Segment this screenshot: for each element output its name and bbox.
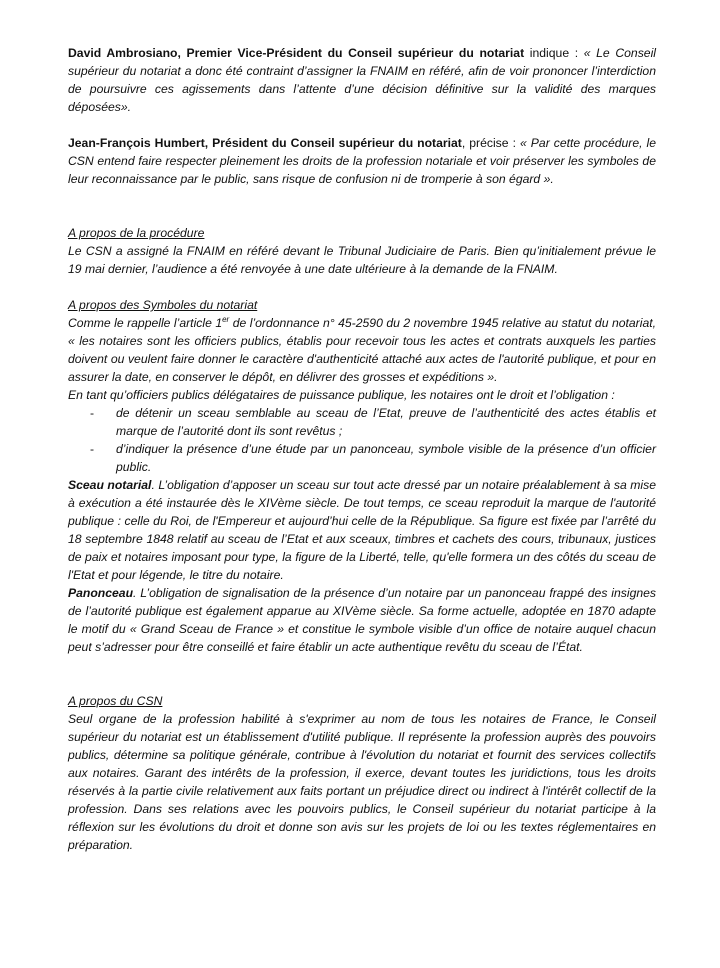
list-item [68, 440, 656, 476]
article-superscript: er [222, 314, 230, 324]
list-item-text: d’indiquer la présence d’une étude par un panonceau, symbole visible de la présence d’un officier public. [116, 442, 656, 474]
list-item-text: de détenir un sceau semblable au sceau de l’Etat, preuve de l’authenticité des actes établis et marque de l’autorité dont ils sont revêtus ; [116, 406, 656, 438]
heading-procedure: A propos de la procédure [68, 226, 205, 240]
sceau-label: Sceau notarial [68, 478, 152, 492]
csn-text: Seul organe de la profession habilité à s'exprimer au nom de tous les notaires de France, le Conseil supérieur du notariat est un établissement d'utilité publique. Il représente la profession auprès des pouvoirs publics, détermine sa politique générale, contribue à l'évolution du notariat et fournit des services collectifs aux notaires. Garant des intérêts de la profession, il exerce, devant toutes les juridictions, tous les droits réservés à la partie civile relativement aux faits portant un préjudice direct ou indirect à l'intérêt collectif de la profession. Dans ses relations avec les pouvoirs publics, le Conseil supérieur du notariat participe à la réflexion sur les évolutions du droit et donne son avis sur les projets de loi ou les textes réglementaires en préparation. [68, 712, 656, 852]
symboles-intro-after: de l’ordonnance n° 45-2590 du 2 novembre 1945 relative au statut du notariat, « les notaires sont les officiers publics, établis pour recevoir tous les actes et contrats auxquels les parties doivent ou veulent faire donner le caractère d'authenticité attaché aux actes de l'autorité publique, et pour en assurer la date, en conserver le dépôt, en délivrer des grosses et expéditions ». [68, 316, 656, 384]
quote-ambrosiano-text: « Le Conseil supérieur du notariat a donc été contraint d’assigner la FNAIM en référé, afin de voir prononcer l’interdiction de poursuivre ces agissements dans l’attente d’une décision définitive sur la validité des marques déposées». [68, 46, 656, 114]
quote-humbert [68, 134, 656, 188]
dash-bullet: - [90, 406, 95, 420]
heading-csn: A propos du CSN [68, 694, 163, 708]
speaker-humbert: Jean-François Humbert, Président du Conseil supérieur du notariat [68, 136, 462, 150]
symboles-obligation: En tant qu’officiers publics délégataires de puissance publique, les notaires ont le droit et l’obligation : [68, 388, 615, 402]
quote-ambrosiano [68, 44, 656, 116]
verb-indique: indique : [524, 46, 584, 60]
obligation-list [68, 404, 656, 476]
heading-symboles: A propos des Symboles du notariat [68, 298, 258, 312]
verb-precise: , précise : [461, 136, 520, 150]
dash-bullet: - [90, 442, 95, 456]
panonceau-paragraph [68, 584, 656, 656]
symboles-intro [68, 314, 656, 386]
quote-humbert-text: « Par cette procédure, le CSN entend faire respecter pleinement les droits de la profession notariale et voir préserver les symboles de leur reconnaissance par le public, sans risque de confusion ni de tromperie à son égard ». [68, 136, 657, 186]
panonceau-text: . L’obligation de signalisation de la présence d’un notaire par un panonceau frappé des insignes de l’autorité publique est également apparue au XIVème siècle. Sa forme actuelle, adoptée en 1870 adapte le motif du « Grand Sceau de France » et constitue le symbole visible d’un office de notaire auquel chacun peut s’adresser pour être conseillé et faire établir un acte authentique revêtu du sceau de l’État. [68, 586, 656, 654]
list-item [68, 404, 656, 440]
procedure-text: Le CSN a assigné la FNAIM en référé devant le Tribunal Judiciaire de Paris. Bien qu’initialement prévue le 19 mai dernier, l’audience a été renvoyée à une date ultérieure à la demande de la FNAIM. [68, 244, 656, 276]
sceau-text: . L’obligation d’apposer un sceau sur tout acte dressé par un notaire préalablement à sa mise à exécution a été instaurée dès le XIVème siècle. De tout temps, ce sceau reproduit la marque de l'autorité publique : celle du Roi, de l'Empereur et aujourd’hui celle de la République. Sa figure est fixée par l’arrêté du 18 septembre 1848 relatif au sceau de l’Etat et aux sceaux, timbres et cachets des cours, tribunaux, justices de paix et notaires imposant pour type, la figure de la Liberté, telle, qu'elle formera un des côtés du sceau de l'Etat et pour légende, le titre du notaire. [68, 478, 656, 582]
sceau-paragraph [68, 476, 656, 584]
speaker-ambrosiano: David Ambrosiano, Premier Vice-Président du Conseil supérieur du notariat [68, 46, 525, 60]
panonceau-label: Panonceau [68, 586, 134, 600]
document-page [68, 44, 656, 854]
symboles-intro-before: Comme le rappelle l’article 1 [68, 316, 223, 330]
